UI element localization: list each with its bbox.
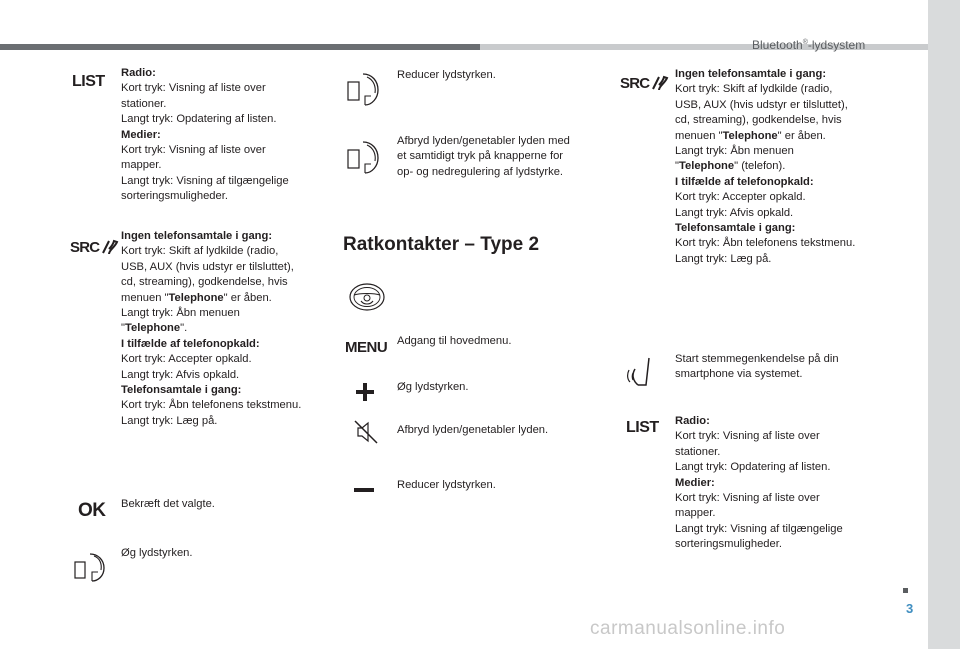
text-line — [121, 112, 331, 127]
text-run: " er åben. — [223, 291, 272, 304]
page-number: 3 — [906, 601, 914, 616]
text-run: Kort tryk: Visning af liste over — [675, 492, 820, 505]
minus-description: Reducer lydstyrken. — [397, 479, 496, 491]
text-run: Langt tryk: Åbn menuen — [675, 145, 794, 158]
text-line — [675, 144, 890, 159]
mute-line: Afbryd lyden/genetabler lyden med — [397, 135, 570, 147]
text-line — [675, 506, 890, 521]
text-line — [121, 260, 331, 275]
text-line — [121, 143, 331, 158]
page-marker — [903, 588, 908, 593]
header-rule-dark — [0, 44, 480, 50]
text-line — [121, 321, 331, 336]
bold-run: I tilfælde af telefonopkald: — [675, 175, 814, 188]
text-line — [675, 190, 890, 205]
voice-description — [675, 352, 890, 383]
steering-vol-up-icon — [70, 548, 112, 586]
text-run: USB, AUX (hvis udstyr er tilsluttet), — [121, 260, 294, 273]
text-line — [675, 175, 890, 190]
phone-icon — [101, 238, 119, 256]
bold-run: Telephone — [168, 291, 224, 304]
src-icon-label: SRC — [70, 238, 100, 256]
text-run: stationer. — [675, 445, 721, 458]
text-line — [121, 383, 331, 398]
mute-line: op- og nedregulering af lydstyrke. — [397, 165, 564, 178]
bold-run: Telefonsamtale i gang: — [121, 384, 242, 397]
bold-run: Telefonsamtale i gang: — [675, 222, 796, 235]
text-run: Langt tryk: Åbn menuen — [121, 307, 240, 320]
text-line — [675, 476, 890, 491]
src-description — [121, 229, 331, 429]
bold-run: Radio: — [675, 415, 710, 427]
bold-run: I tilfælde af telefonopkald: — [121, 337, 260, 350]
text-line — [121, 414, 331, 429]
text-line — [675, 113, 890, 128]
text-run: " — [121, 322, 125, 335]
mute2-description: Afbryd lyden/genetabler lyden. — [397, 424, 549, 436]
text-run: Kort tryk: Skift af lydkilde (radio, — [675, 83, 833, 96]
bold-run: Telephone — [124, 322, 181, 335]
text-run: mapper. — [675, 507, 716, 520]
text-line — [121, 337, 331, 352]
text-run: sorteringsmuligheder. — [675, 538, 782, 551]
text-line — [675, 159, 890, 174]
text-run: Langt tryk: Læg på. — [121, 414, 218, 427]
section-title: Bluetooth®-lydsystem — [752, 38, 866, 52]
text-line — [121, 306, 331, 321]
src-icon-2 — [620, 74, 669, 92]
text-line — [675, 537, 890, 552]
text-line — [675, 522, 890, 537]
text-line — [675, 414, 890, 429]
text-run: mapper. — [121, 159, 162, 172]
text-line — [121, 229, 331, 244]
text-line — [675, 252, 890, 267]
text-run: Kort tryk: Visning af liste over — [121, 144, 266, 157]
text-line — [121, 189, 331, 204]
text-run: Langt tryk: Afvis opkald. — [121, 368, 240, 381]
text-line — [121, 352, 331, 367]
voice-line: smartphone via systemet. — [675, 368, 803, 381]
vol-down-description: Reducer lydstyrken. — [397, 69, 496, 81]
bold-run: Medier: — [121, 128, 161, 141]
src-icon — [70, 238, 119, 256]
text-line — [675, 82, 890, 97]
menu-icon: MENU — [345, 339, 388, 356]
section-heading: Ratkontakter – Type 2 — [343, 234, 540, 255]
vol-up-description: Øg lydstyrken. — [121, 547, 193, 559]
text-line — [121, 275, 331, 290]
watermark: carmanualsonline.info — [590, 618, 786, 639]
text-line — [675, 460, 890, 475]
text-run: cd, streaming), godkendelse, hvis — [675, 114, 842, 127]
text-line — [121, 368, 331, 383]
steering-mute-icon — [343, 138, 385, 180]
text-run: cd, streaming), godkendelse, hvis — [121, 276, 288, 289]
text-run: Langt tryk: Opdatering af listen. — [121, 113, 277, 126]
text-line — [675, 236, 890, 251]
list-icon-2: LIST — [626, 419, 659, 436]
text-line — [675, 98, 890, 113]
steering-vol-down-icon — [343, 70, 385, 112]
text-line — [675, 129, 890, 144]
bold-run: Ingen telefonsamtale i gang: — [675, 68, 827, 80]
side-margin-strip — [928, 0, 960, 649]
src-description-2 — [675, 67, 890, 267]
text-line — [121, 81, 331, 96]
text-run: menuen " — [121, 291, 169, 304]
text-run: Langt tryk: Opdatering af listen. — [675, 461, 831, 474]
steering-wheel-icon — [347, 281, 387, 313]
minus-icon — [354, 488, 374, 492]
text-run: ". — [180, 322, 188, 335]
src-icon-label: SRC — [620, 74, 650, 92]
phone-icon — [651, 74, 669, 92]
text-line — [675, 429, 890, 444]
ok-description: Bekræft det valgte. — [121, 498, 215, 510]
text-line — [121, 291, 331, 306]
text-run: Kort tryk: Visning af liste over — [121, 82, 266, 95]
voice-line: Start stemmegenkendelse på din — [675, 353, 839, 365]
bold-run: Telephone — [678, 160, 735, 173]
text-run: Kort tryk: Accepter opkald. — [675, 191, 806, 204]
menu-description: Adgang til hovedmenu. — [397, 335, 512, 347]
text-line — [675, 221, 890, 236]
mute-speaker-icon — [352, 418, 380, 446]
mute-line: et samtidigt tryk på knapperne for — [397, 150, 564, 163]
text-run: sorteringsmuligheder. — [121, 190, 228, 203]
bold-run: Telephone — [722, 129, 778, 142]
text-run: " (telefon). — [734, 160, 786, 173]
text-run: menuen " — [675, 129, 723, 142]
plus-description: Øg lydstyrken. — [397, 381, 469, 393]
text-run: Kort tryk: Åbn telefonens tekstmenu. — [675, 237, 856, 250]
text-line — [121, 128, 331, 143]
text-run: " er åben. — [777, 129, 826, 142]
text-line — [121, 398, 331, 413]
text-line — [121, 97, 331, 112]
text-line — [675, 445, 890, 460]
ok-icon: OK — [78, 500, 106, 521]
text-line — [121, 174, 331, 189]
list-description — [121, 66, 331, 205]
text-run: Kort tryk: Åbn telefonens tekstmenu. — [121, 399, 302, 412]
text-line — [121, 244, 331, 259]
list-icon: LIST — [72, 73, 105, 90]
text-run: Langt tryk: Visning af tilgængelige — [121, 174, 289, 187]
list-description-2 — [675, 414, 890, 553]
text-run: Langt tryk: Visning af tilgængelige — [675, 522, 843, 535]
text-run: stationer. — [121, 97, 167, 110]
text-line — [675, 491, 890, 506]
text-line — [121, 66, 331, 81]
bold-run: Ingen telefonsamtale i gang: — [121, 230, 273, 242]
text-line — [121, 158, 331, 173]
mute-description — [397, 134, 597, 180]
text-run: Langt tryk: Afvis opkald. — [675, 206, 794, 219]
voice-recognition-icon — [624, 354, 660, 388]
text-run: Kort tryk: Visning af liste over — [675, 430, 820, 443]
text-run: Kort tryk: Skift af lydkilde (radio, — [121, 245, 279, 258]
text-line — [675, 67, 890, 82]
text-run: USB, AUX (hvis udstyr er tilsluttet), — [675, 98, 848, 111]
bold-run: Medier: — [675, 476, 715, 489]
text-run: " — [675, 160, 679, 173]
bold-run: Radio: — [121, 67, 156, 79]
text-run: Langt tryk: Læg på. — [675, 252, 772, 265]
text-run: Kort tryk: Accepter opkald. — [121, 353, 252, 366]
text-line — [675, 206, 890, 221]
